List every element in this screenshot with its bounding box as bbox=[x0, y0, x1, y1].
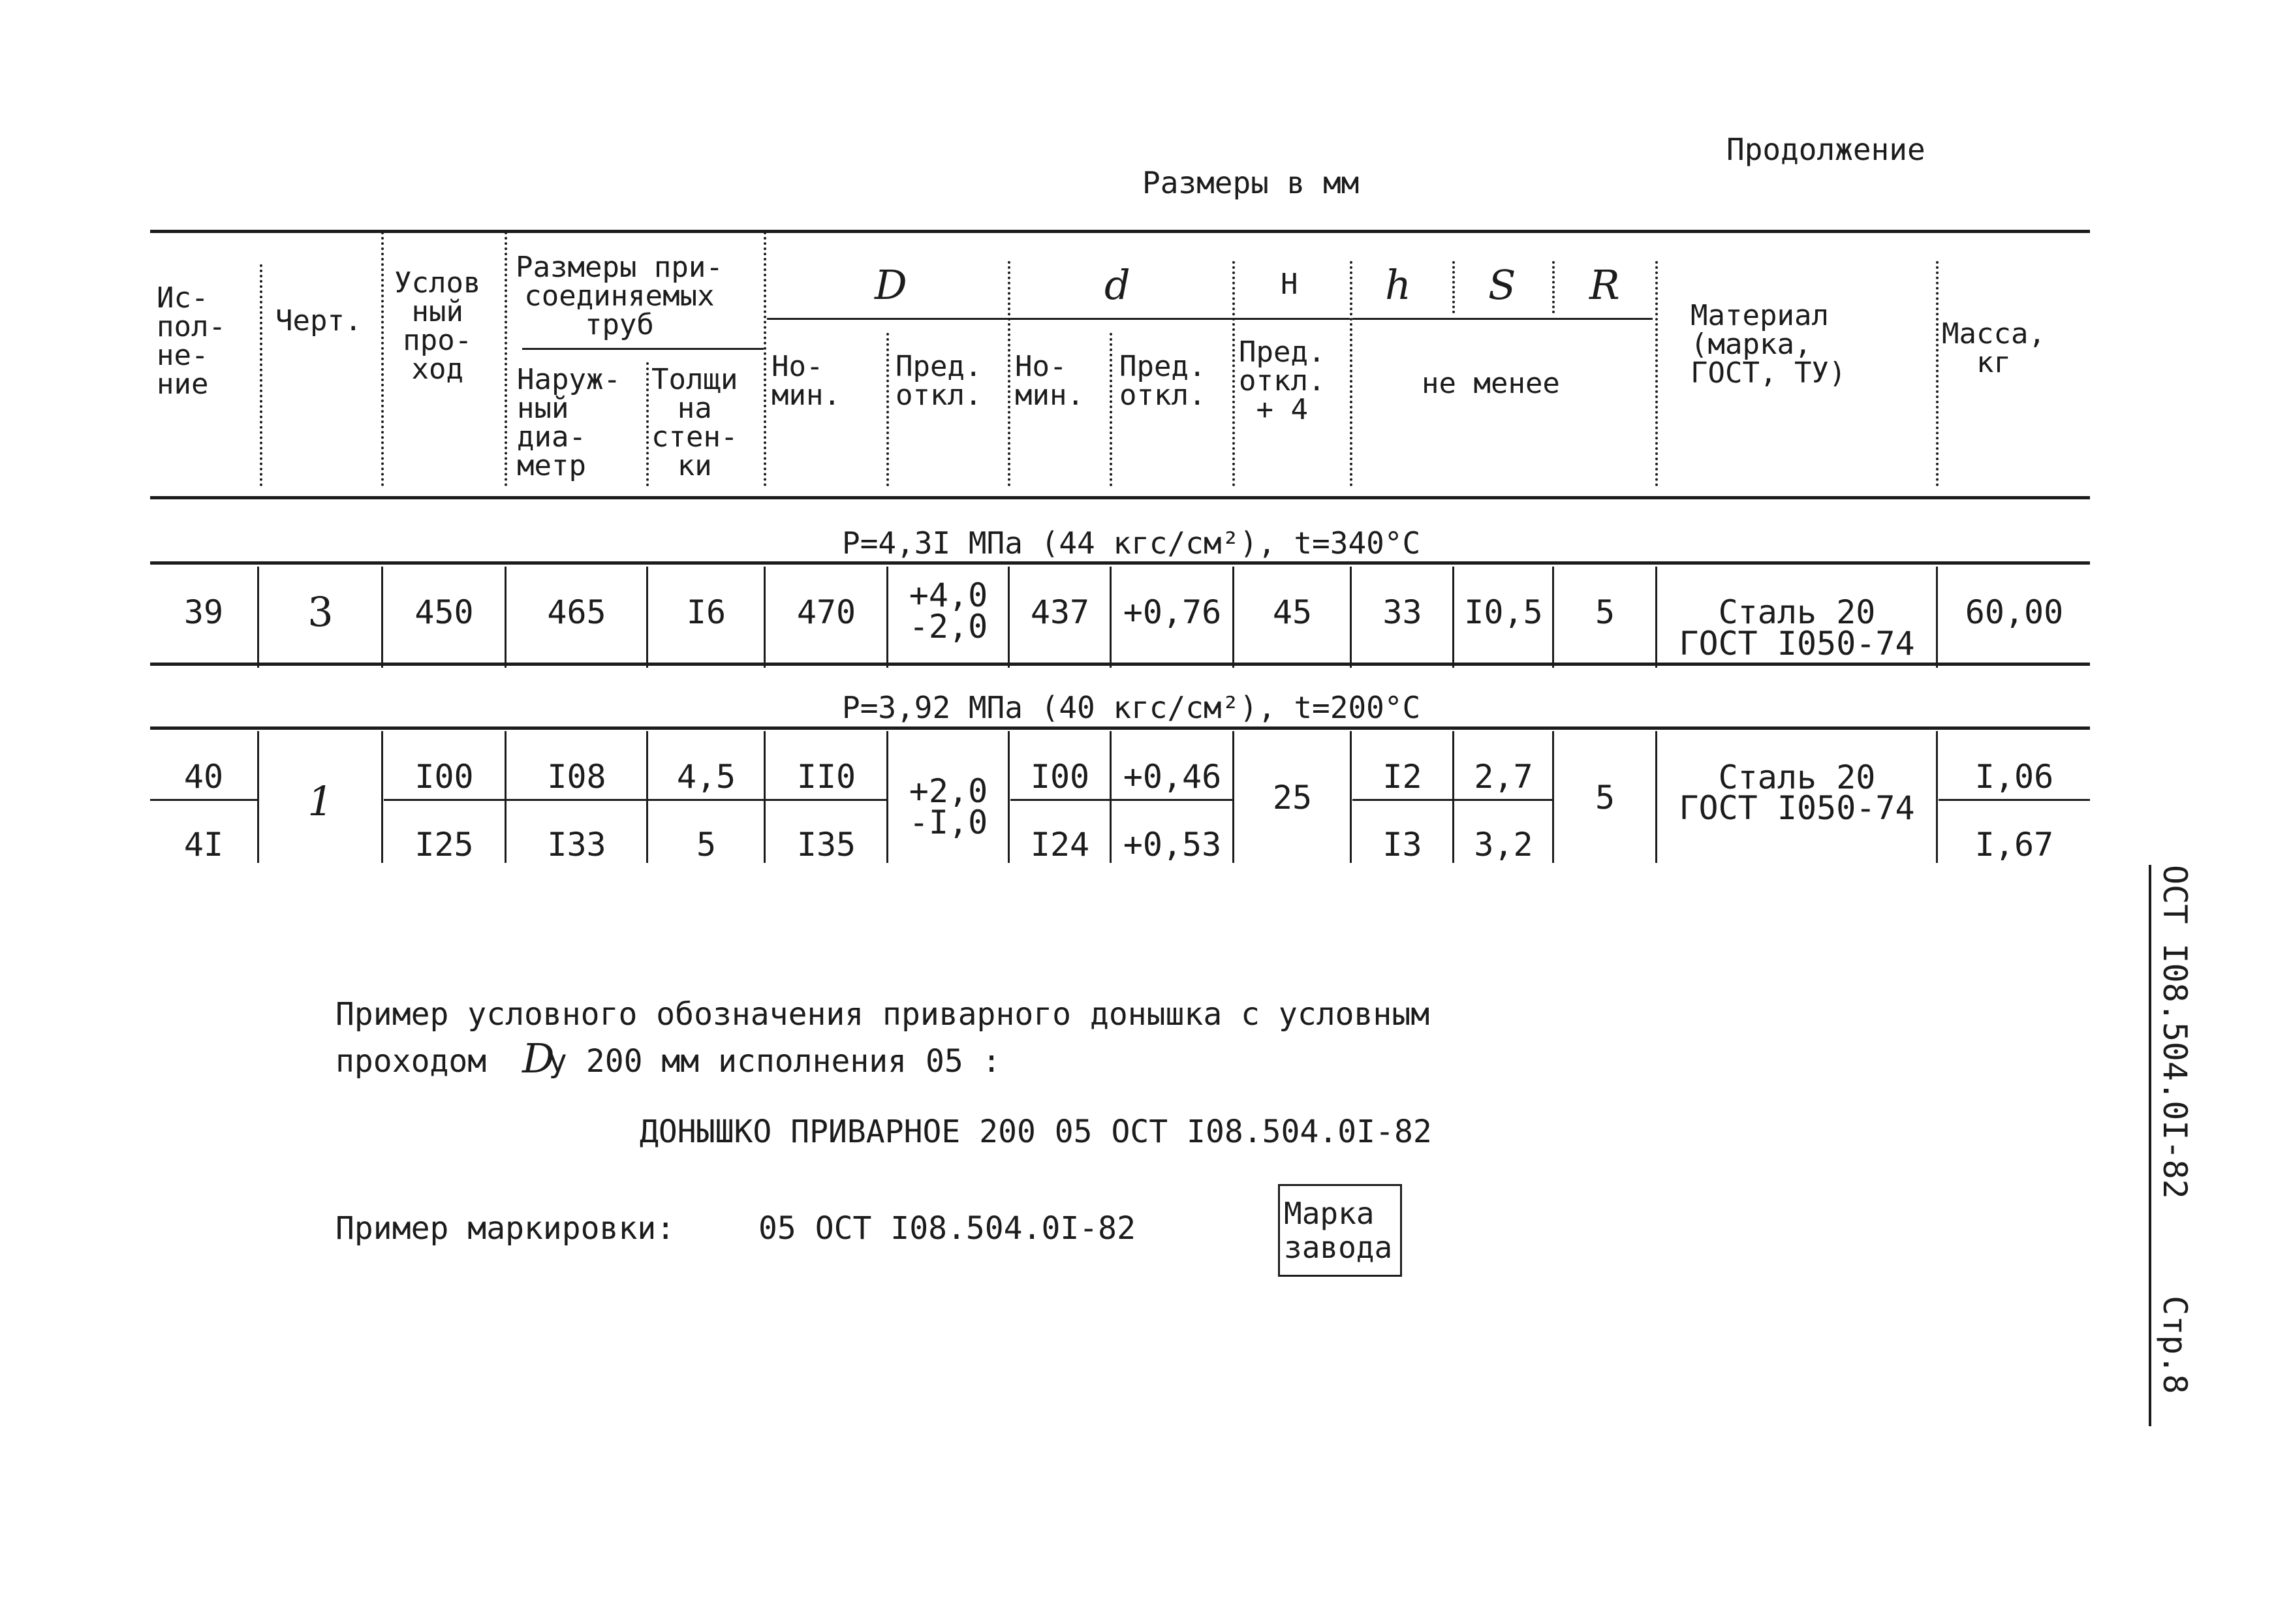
header-ispolnenie: Ис- пол- не- ние bbox=[157, 281, 226, 401]
header-uslovny-prokhod: Услов ный про- ход bbox=[394, 266, 481, 386]
cell-tolshchina: I6 bbox=[686, 593, 726, 631]
cell-separator bbox=[1655, 731, 1657, 863]
cell-H: 45 bbox=[1272, 593, 1313, 631]
cell-S: 3,2 bbox=[1474, 826, 1533, 864]
cell-R: 5 bbox=[1595, 593, 1615, 631]
side-document-code: ОСТ I08.504.0I-82 bbox=[2156, 865, 2194, 1199]
section2-title: Р=3,92 МПа (40 кгс/см²), t=200°С bbox=[842, 690, 1421, 725]
cell-D-tolerance-plus: +4,0 bbox=[909, 576, 988, 614]
header-separator bbox=[1552, 261, 1557, 313]
cell-separator bbox=[1350, 731, 1352, 863]
cell-separator bbox=[1232, 731, 1234, 863]
header-separator bbox=[1232, 261, 1237, 486]
cell-naruzhny-diametr: 465 bbox=[547, 593, 606, 631]
cell-material-line1-merged: Сталь 20 bbox=[1718, 758, 1876, 796]
cell-chert-merged: 1 bbox=[307, 777, 334, 825]
cell-separator bbox=[764, 731, 766, 863]
example-line2-symbol: D bbox=[522, 1035, 555, 1082]
cell-h: I3 bbox=[1382, 826, 1422, 864]
header-separator bbox=[1936, 261, 1940, 486]
section2-rule bbox=[150, 726, 2090, 730]
cell-D-nominal: 470 bbox=[796, 593, 856, 631]
cell-material-line2: ГОСТ I050-74 bbox=[1679, 625, 1915, 663]
header-inner-rule bbox=[1352, 318, 1653, 320]
cell-R-merged: 5 bbox=[1595, 779, 1615, 817]
cell-separator bbox=[381, 567, 383, 668]
cell-S: 2,7 bbox=[1474, 758, 1533, 796]
cell-separator bbox=[381, 731, 383, 863]
cell-d-tolerance: +0,76 bbox=[1123, 593, 1222, 631]
cell-naruzhny-diametr: I08 bbox=[547, 758, 606, 796]
header-chert: Черт. bbox=[275, 304, 362, 337]
side-stamp bbox=[2147, 865, 2206, 1426]
header-bottom-rule bbox=[150, 496, 2090, 499]
designation-string: ДОНЫШКО ПРИВАРНОЕ 200 05 ОСТ I08.504.0I-82 bbox=[640, 1114, 1432, 1150]
header-symbol-h: h bbox=[1385, 261, 1411, 309]
header-symbol-S: S bbox=[1488, 261, 1516, 309]
cell-uslovny-prokhod: I00 bbox=[414, 758, 474, 796]
header-separator bbox=[1008, 261, 1012, 486]
continuation-label: Продолжение bbox=[1726, 132, 1925, 167]
cell-massa: I,06 bbox=[1974, 758, 2054, 796]
header-inner-rule bbox=[767, 318, 1350, 320]
marking-value: 05 ОСТ I08.504.0I-82 bbox=[758, 1210, 1136, 1247]
cell-D-nominal: I35 bbox=[796, 826, 856, 864]
header-d-tolerance: Пред. откл. bbox=[1119, 350, 1206, 412]
cell-D-tolerance-minus: -2,0 bbox=[909, 608, 988, 646]
cell-separator bbox=[1232, 567, 1234, 668]
example-line1: Пример условного обозначения приварного донышка с условным bbox=[335, 996, 1430, 1033]
cell-separator bbox=[1110, 567, 1112, 668]
header-separator bbox=[764, 232, 768, 486]
cell-separator bbox=[505, 567, 507, 668]
cell-separator bbox=[1655, 567, 1657, 668]
row-divider bbox=[1010, 799, 1232, 801]
header-separator bbox=[505, 232, 509, 486]
header-separator bbox=[1655, 261, 1660, 486]
cell-H-merged: 25 bbox=[1272, 779, 1313, 817]
cell-d-nominal: 437 bbox=[1030, 593, 1090, 631]
row-divider bbox=[1352, 799, 1552, 801]
header-H-tolerance: Пред. откл. + 4 bbox=[1239, 336, 1326, 426]
factory-mark-line1: Марка bbox=[1284, 1196, 1375, 1231]
cell-uslovny-prokhod: I25 bbox=[414, 826, 474, 864]
header-symbol-H: Н bbox=[1281, 268, 1298, 301]
cell-massa: 60,00 bbox=[1965, 593, 2064, 631]
example-line2-prefix: проходом bbox=[335, 1043, 487, 1080]
cell-separator bbox=[1452, 567, 1454, 668]
marking-label: Пример маркировки: bbox=[335, 1210, 676, 1247]
factory-mark-line2: завода bbox=[1284, 1230, 1393, 1265]
cell-separator bbox=[1936, 731, 1938, 863]
row-divider bbox=[1939, 799, 2090, 801]
section1-title: Р=4,3I МПа (44 кгс/см²), t=340°С bbox=[842, 525, 1421, 561]
cell-tolshchina: 4,5 bbox=[676, 758, 736, 796]
cell-separator bbox=[1452, 731, 1454, 863]
header-tolshchina-stenki: Толщи на стен- ки bbox=[651, 363, 738, 482]
cell-ispolnenie: 4I bbox=[183, 826, 224, 864]
header-inner-rule bbox=[522, 348, 764, 350]
cell-material-line1: Сталь 20 bbox=[1718, 593, 1876, 631]
cell-separator bbox=[1936, 567, 1938, 668]
cell-S: I0,5 bbox=[1464, 593, 1543, 631]
header-separator bbox=[1452, 261, 1457, 313]
cell-D-tolerance-minus-merged: -I,0 bbox=[909, 804, 988, 841]
cell-d-nominal: I24 bbox=[1030, 826, 1090, 864]
header-material: Материал (марка, ГОСТ, ТУ) bbox=[1691, 299, 1847, 390]
cell-chert: 3 bbox=[307, 588, 334, 636]
cell-D-tolerance-plus-merged: +2,0 bbox=[909, 772, 988, 810]
header-D-nominal: Но- мин. bbox=[771, 350, 841, 412]
cell-D-nominal: II0 bbox=[796, 758, 856, 796]
side-page-number: Стр.8 bbox=[2156, 1296, 2194, 1394]
header-D-tolerance: Пред. откл. bbox=[896, 350, 982, 412]
header-massa: Масса, кг bbox=[1942, 317, 2046, 379]
example-line2-suffix: у 200 мм исполнения 05 : bbox=[548, 1043, 1001, 1080]
header-razmery-trub: Размеры при- соединяемых труб bbox=[516, 251, 723, 341]
header-separator bbox=[646, 362, 651, 486]
cell-massa: I,67 bbox=[1974, 826, 2054, 864]
cell-material-line2-merged: ГОСТ I050-74 bbox=[1679, 789, 1915, 827]
cell-naruzhny-diametr: I33 bbox=[547, 826, 606, 864]
cell-uslovny-prokhod: 450 bbox=[414, 593, 474, 631]
factory-mark-box bbox=[1278, 1184, 1402, 1277]
cell-d-tolerance: +0,53 bbox=[1123, 826, 1222, 864]
header-naruzhny-diametr: Наруж- ный диа- метр bbox=[517, 363, 621, 482]
cell-separator bbox=[886, 567, 888, 668]
header-symbol-d: d bbox=[1104, 261, 1130, 309]
cell-separator bbox=[1552, 567, 1554, 668]
header-symbol-D: D bbox=[875, 261, 907, 309]
row-divider bbox=[384, 799, 886, 801]
cell-separator bbox=[257, 731, 259, 863]
cell-h: I2 bbox=[1382, 758, 1422, 796]
cell-separator bbox=[1110, 731, 1112, 863]
header-symbol-R: R bbox=[1589, 261, 1620, 309]
row-divider bbox=[150, 799, 257, 801]
cell-ispolnenie: 40 bbox=[183, 758, 224, 796]
cell-separator bbox=[646, 731, 648, 863]
header-d-nominal: Но- мин. bbox=[1015, 350, 1084, 412]
cell-d-tolerance: +0,46 bbox=[1123, 758, 1222, 796]
cell-separator bbox=[1008, 731, 1010, 863]
side-stamp-rule bbox=[2149, 865, 2151, 1426]
header-separator bbox=[381, 232, 386, 486]
header-separator bbox=[886, 333, 891, 486]
cell-h: 33 bbox=[1382, 593, 1422, 631]
cell-separator bbox=[1552, 731, 1554, 863]
table-top-rule bbox=[150, 230, 2090, 233]
header-separator bbox=[260, 264, 264, 486]
cell-separator bbox=[1008, 567, 1010, 668]
cell-separator bbox=[257, 567, 259, 668]
cell-separator bbox=[505, 731, 507, 863]
header-separator bbox=[1350, 261, 1354, 486]
cell-tolshchina: 5 bbox=[696, 826, 717, 864]
cell-separator bbox=[764, 567, 766, 668]
cell-separator bbox=[886, 731, 888, 863]
cell-separator bbox=[1350, 567, 1352, 668]
section1-rule bbox=[150, 561, 2090, 565]
section1-bottom-rule bbox=[150, 663, 2090, 666]
units-caption: Размеры в мм bbox=[1142, 165, 1360, 200]
cell-ispolnenie: 39 bbox=[183, 593, 224, 631]
header-separator bbox=[1110, 333, 1114, 486]
header-ne-menee: не менее bbox=[1422, 367, 1560, 400]
cell-separator bbox=[646, 567, 648, 668]
cell-d-nominal: I00 bbox=[1030, 758, 1090, 796]
